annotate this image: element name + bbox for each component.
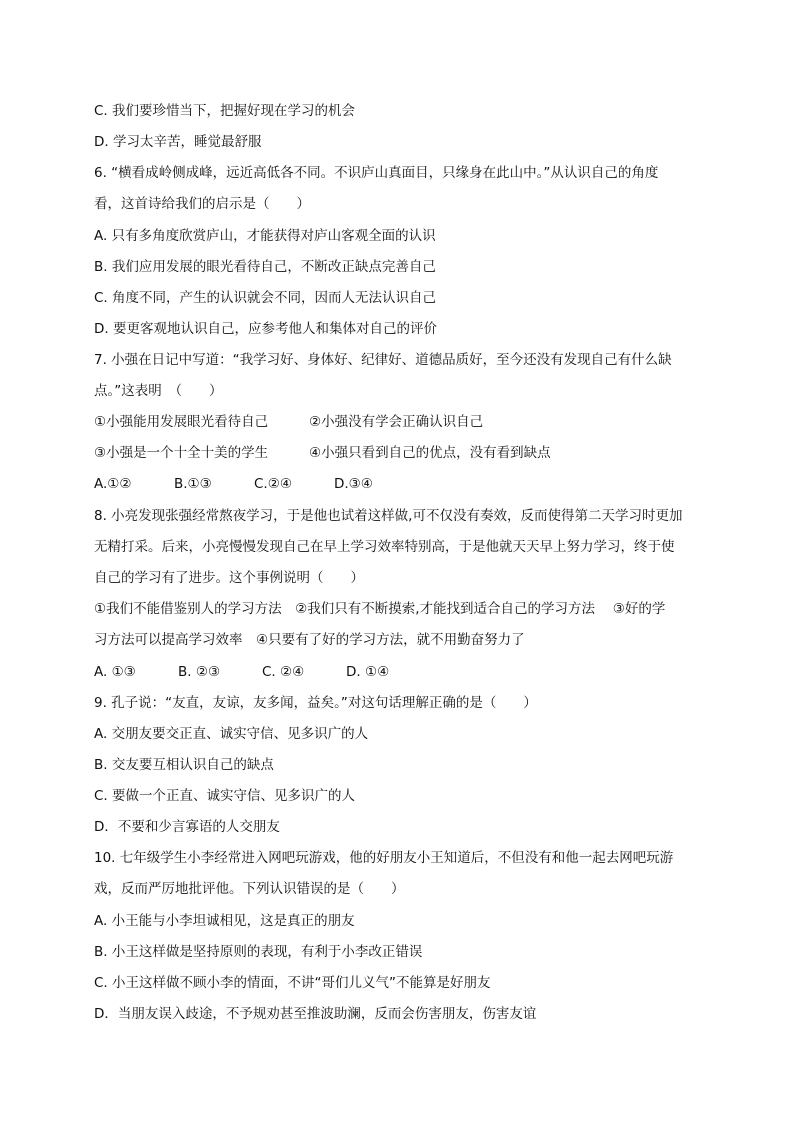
q6-stem-line-1: 6. “横看成岭侧成峰，远近高低各不同。不识庐山真面目，只缘身在此山中。”从认识自己的角度 — [94, 165, 659, 181]
q7-option-c: C.②④ — [254, 476, 292, 492]
q8-option-c: C. ②④ — [262, 664, 305, 680]
q6-stem-line-2: 看，这首诗给我们的启示是（ ） — [94, 196, 310, 212]
q9-option-c: C. 要做一个正直、诚实守信、见多识广的人 — [94, 788, 356, 804]
q9-option-a: A. 交朋友要交正直、诚实守信、见多识广的人 — [94, 726, 369, 742]
q10-option-a: A. 小王能与小李坦诚相见，这是真正的朋友 — [94, 913, 355, 929]
q8-option-d: D. ①④ — [346, 664, 390, 680]
q7-option-a: A.①② — [94, 476, 132, 492]
q7-statements-row-2 — [94, 443, 704, 463]
q6-option-c: C. 角度不同，产生的认识就会不同，因而人无法认识自己 — [94, 290, 437, 306]
q7-statement-4: ④小强只看到自己的优点，没有看到缺点 — [309, 445, 551, 461]
q8-stem-line-3: 自己的学习有了进步。这个事例说明（ ） — [94, 570, 364, 586]
q9-option-d: D．不要和少言寡语的人交朋友 — [94, 819, 280, 835]
q7-statement-1: ①小强能用发展眼光看待自己 — [94, 414, 269, 430]
q10-option-d: D．当朋友误入歧途，不予规劝甚至推波助澜，反而会伤害朋友，伤害友谊 — [94, 1006, 537, 1022]
q6-option-b: B. 我们应用发展的眼光看待自己，不断改正缺点完善自己 — [94, 259, 436, 275]
q9-option-b: B. 交友要互相认识自己的缺点 — [94, 757, 274, 773]
q8-stem-line-2: 无精打采。后来，小亮慢慢发现自己在早上学习效率特别高，于是他就天天早上努力学习，终于使 — [94, 539, 675, 555]
q10-stem-line-2: 戏，反而严厉地批评他。下列认识错误的是（ ） — [94, 881, 405, 897]
q7-option-b: B.①③ — [174, 476, 212, 492]
q9-stem: 9. 孔子说：“友直，友谅，友多闻，益矣。”对这句话理解正确的是（ ） — [94, 695, 537, 711]
q8-statements-line-1: ①我们不能借鉴别人的学习方法 ②我们只有不断摸索,才能找到适合自己的学习方法 ③好的学 — [94, 601, 666, 617]
q7-option-d: D.③④ — [334, 476, 373, 492]
q8-option-a: A. ①③ — [94, 664, 136, 680]
option-prev-d: D. 学习太辛苦，睡觉最舒服 — [94, 134, 262, 150]
q6-option-d: D. 要更客观地认识自己，应参考他人和集体对自己的评价 — [94, 321, 437, 337]
q7-stem-line-1: 7. 小强在日记中写道：“我学习好、身体好、纪律好、道德品质好，至今还没有发现自己有什么缺 — [94, 352, 672, 368]
q7-statement-3: ③小强是一个十全十美的学生 — [94, 445, 269, 461]
q7-statements-row-1 — [94, 412, 704, 432]
q10-stem-line-1: 10. 七年级学生小李经常进入网吧玩游戏，他的好朋友小王知道后，不但没有和他一起去网吧玩游 — [94, 850, 674, 866]
option-prev-c: C. 我们要珍惜当下，把握好现在学习的机会 — [94, 103, 356, 119]
q8-option-b: B. ②③ — [178, 664, 221, 680]
q10-option-b: B. 小王这样做是坚持原则的表现，有利于小李改正错误 — [94, 944, 423, 960]
q7-stem-line-2: 点。”这表明 （ ） — [94, 383, 223, 399]
q8-stem-line-1: 8. 小亮发现张强经常熬夜学习，于是他也试着这样做,可不仅没有奏效，反而使得第二天学习时更加 — [94, 508, 683, 524]
q6-option-a: A. 只有多角度欣赏庐山，才能获得对庐山客观全面的认识 — [94, 228, 436, 244]
q7-options — [94, 474, 704, 494]
q10-option-c: C. 小王这样做不顾小李的情面，不讲“哥们儿义气”不能算是好朋友 — [94, 975, 491, 991]
q7-statement-2: ②小强没有学会正确认识自己 — [309, 414, 484, 430]
q8-statements-line-2: 习方法可以提高学习效率 ④只要有了好的学习方法，就不用勤奋努力了 — [94, 632, 525, 648]
q8-options — [94, 662, 704, 682]
